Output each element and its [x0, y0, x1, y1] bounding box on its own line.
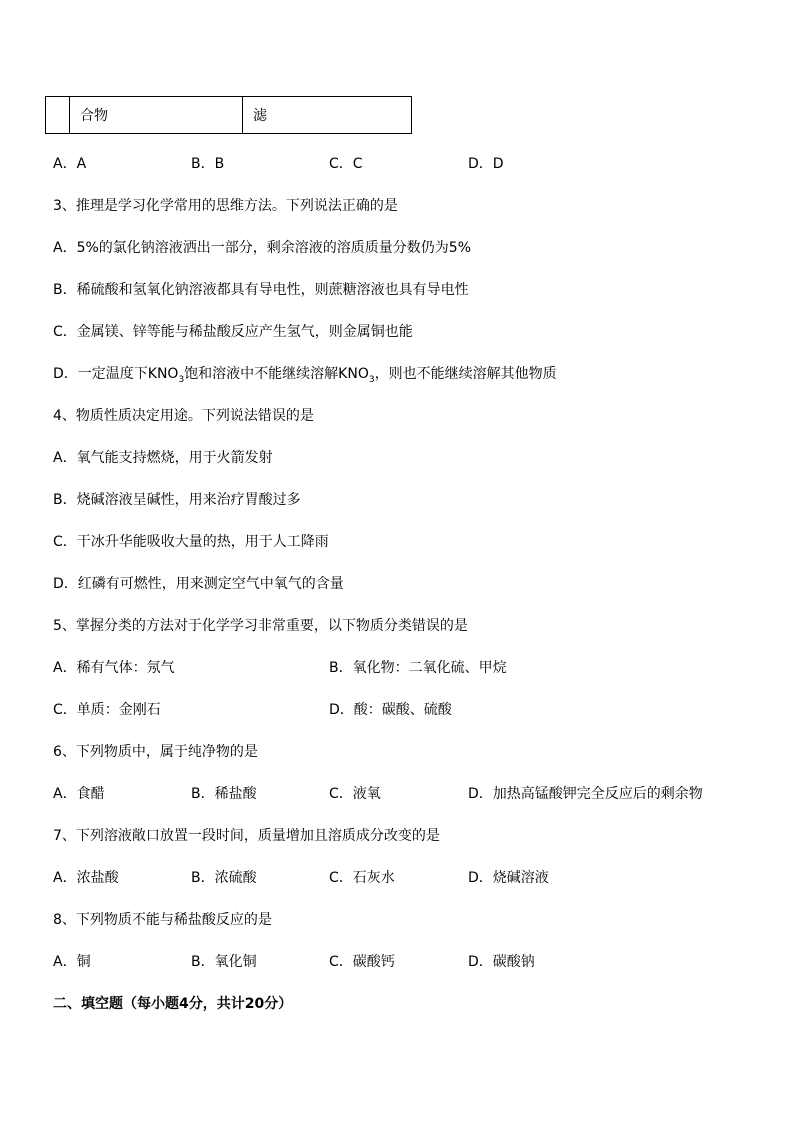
q7-option-a: A．浓盐酸 — [53, 870, 119, 886]
table-cell-filter: 滤 — [243, 97, 412, 134]
table-cell-blank — [46, 97, 70, 134]
q5-stem: 5、掌握分类的方法对于化学学习非常重要，以下物质分类错误的是 — [53, 618, 468, 634]
q8-option-a: A．铜 — [53, 954, 91, 970]
q3-option-d — [53, 364, 557, 386]
q4-option-a: A．氧气能支持燃烧，用于火箭发射 — [53, 450, 273, 466]
q7-option-b: B．浓硫酸 — [191, 870, 257, 886]
q5-option-c: C．单质：金刚石 — [53, 702, 161, 718]
q4-option-d: D．红磷有可燃性，用来测定空气中氧气的含量 — [53, 576, 344, 592]
q3-d-sub2: 3 — [368, 375, 375, 385]
q6-option-b: B．稀盐酸 — [191, 786, 257, 802]
q3-option-a: A．5%的氯化钠溶液洒出一部分，剩余溶液的溶质质量分数仍为5% — [53, 240, 471, 256]
q3-option-c: C．金属镁、锌等能与稀盐酸反应产生氢气，则金属铜也能 — [53, 324, 413, 340]
q3-d-part2: 饱和溶液中不能继续溶解KNO — [184, 366, 369, 382]
q4-option-b: B．烧碱溶液呈碱性，用来治疗胃酸过多 — [53, 492, 301, 508]
q3-d-part3: ，则也不能继续溶解其他物质 — [374, 366, 557, 382]
q3-d-part1: D．一定温度下KNO — [53, 366, 179, 382]
section-2-heading: 二、填空题（每小题4分，共计20分） — [53, 996, 293, 1012]
q6-option-a: A．食醋 — [53, 786, 105, 802]
answer-table-fragment — [45, 96, 412, 134]
q7-stem: 7、下列溶液敞口放置一段时间，质量增加且溶质成分改变的是 — [53, 828, 440, 844]
q2-option-c: C．C — [329, 156, 363, 172]
q7-option-d: D．烧碱溶液 — [468, 870, 549, 886]
q5-option-d: D．酸：碳酸、硫酸 — [329, 702, 452, 718]
q8-stem: 8、下列物质不能与稀盐酸反应的是 — [53, 912, 272, 928]
q8-option-d: D．碳酸钠 — [468, 954, 535, 970]
q6-stem: 6、下列物质中，属于纯净物的是 — [53, 744, 258, 760]
q2-option-d: D．D — [468, 156, 504, 172]
q4-option-c: C．干冰升华能吸收大量的热，用于人工降雨 — [53, 534, 329, 550]
q8-option-c: C．碳酸钙 — [329, 954, 395, 970]
q2-option-a: A．A — [53, 156, 87, 172]
table-cell-compound: 合物 — [70, 97, 243, 134]
q7-option-c: C．石灰水 — [329, 870, 395, 886]
q5-option-b: B．氧化物：二氧化硫、甲烷 — [329, 660, 507, 676]
q4-stem: 4、物质性质决定用途。下列说法错误的是 — [53, 408, 314, 424]
q3-d-sub1: 3 — [178, 375, 185, 385]
q5-option-a: A．稀有气体：氖气 — [53, 660, 175, 676]
q3-stem: 3、推理是学习化学常用的思维方法。下列说法正确的是 — [53, 198, 398, 214]
q6-option-d: D．加热高锰酸钾完全反应后的剩余物 — [468, 786, 703, 802]
q6-option-c: C．液氧 — [329, 786, 381, 802]
q2-option-b: B．B — [191, 156, 225, 172]
q3-option-b: B．稀硫酸和氢氧化钠溶液都具有导电性，则蔗糖溶液也具有导电性 — [53, 282, 469, 298]
q8-option-b: B．氧化铜 — [191, 954, 257, 970]
